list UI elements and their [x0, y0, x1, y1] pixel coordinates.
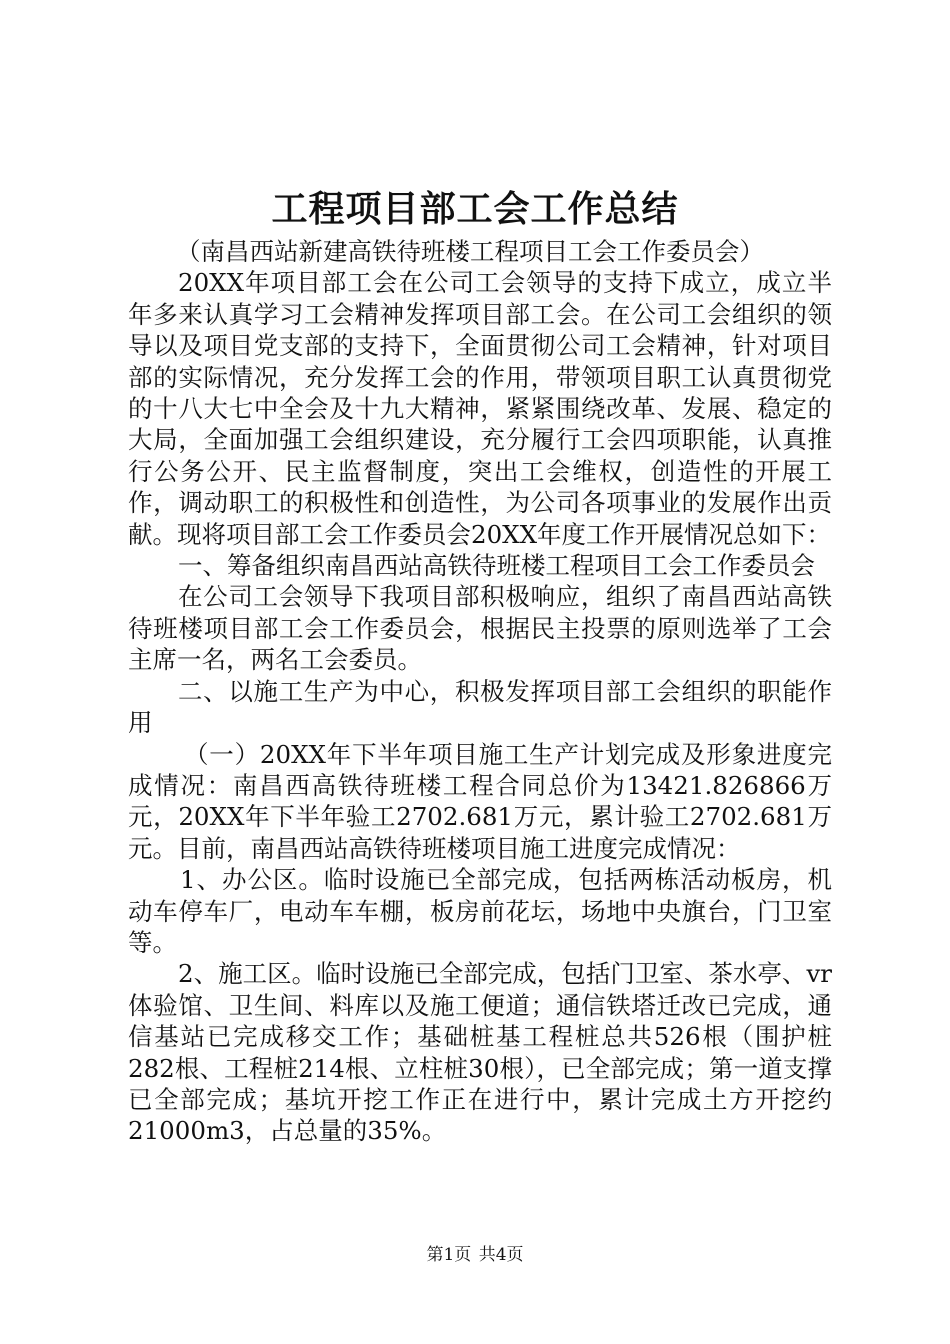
page-number-footer: 第1页 共4页	[426, 1245, 524, 1265]
document-subtitle: （南昌西站新建高铁待班楼工程项目工会工作委员会）	[176, 237, 764, 266]
subsection-paragraph-1: （一）20XX年下半年项目施工生产计划完成及形象进度完成情况：南昌西高铁待班楼工程合同总价为13421.826866万元，20XX年下半年验工2702.681万元，累计验工2702.681万元。目前，南昌西站高铁待班楼项目施工进度完成情况：	[128, 739, 832, 863]
list-item-construction-area: 2、施工区。临时设施已全部完成，包括门卫室、茶水亭、vr体验馆、卫生间、料库以及施工便道；通信铁塔迁改已完成，通信基站已完成移交工作；基础桩基工程桩总共526根（围护桩282根、工程桩214根、立柱桩30根），已全部完成；第一道支撑已全部完成；基坑开挖工作正在进行中，累计完成土方开挖约21000m3，占总量的35%。	[128, 959, 832, 1146]
document-title: 工程项目部工会工作总结	[271, 188, 679, 230]
section-heading-1: 一、筹备组织南昌西站高铁待班楼工程项目工会工作委员会	[178, 551, 815, 581]
intro-paragraph: 20XX年项目部工会在公司工会领导的支持下成立，成立半年多来认真学习工会精神发挥项目部工会。在公司工会组织的领导以及项目党支部的支持下，全面贯彻公司工会精神，针对项目部的实际情况，充分发挥工会的作用，带领项目职工认真贯彻党的十八大七中全会及十九大精神，紧紧围绕改革、发展、稳定的大局，全面加强工会组织建设，充分履行工会四项职能，认真推行公务公开、民主监督制度，突出工会维权，创造性的开展工作，调动职工的积极性和创造性，为公司各项事业的发展作出贡献。现将项目部工会工作委员会20XX年度工作开展情况总如下：	[128, 268, 832, 549]
section-1-paragraph: 在公司工会领导下我项目部积极响应，组织了南昌西站高铁待班楼项目部工会工作委员会，根据民主投票的原则选举了工会主席一名，两名工会委员。	[128, 582, 832, 675]
list-item-office-area: 1、办公区。临时设施已全部完成，包括两栋活动板房，机动车停车厂，电动车车棚，板房前花坛，场地中央旗台，门卫室等。	[128, 865, 832, 957]
document-body	[128, 236, 832, 1147]
section-heading-2: 二、以施工生产为中心，积极发挥项目部工会组织的职能作用	[128, 676, 832, 738]
